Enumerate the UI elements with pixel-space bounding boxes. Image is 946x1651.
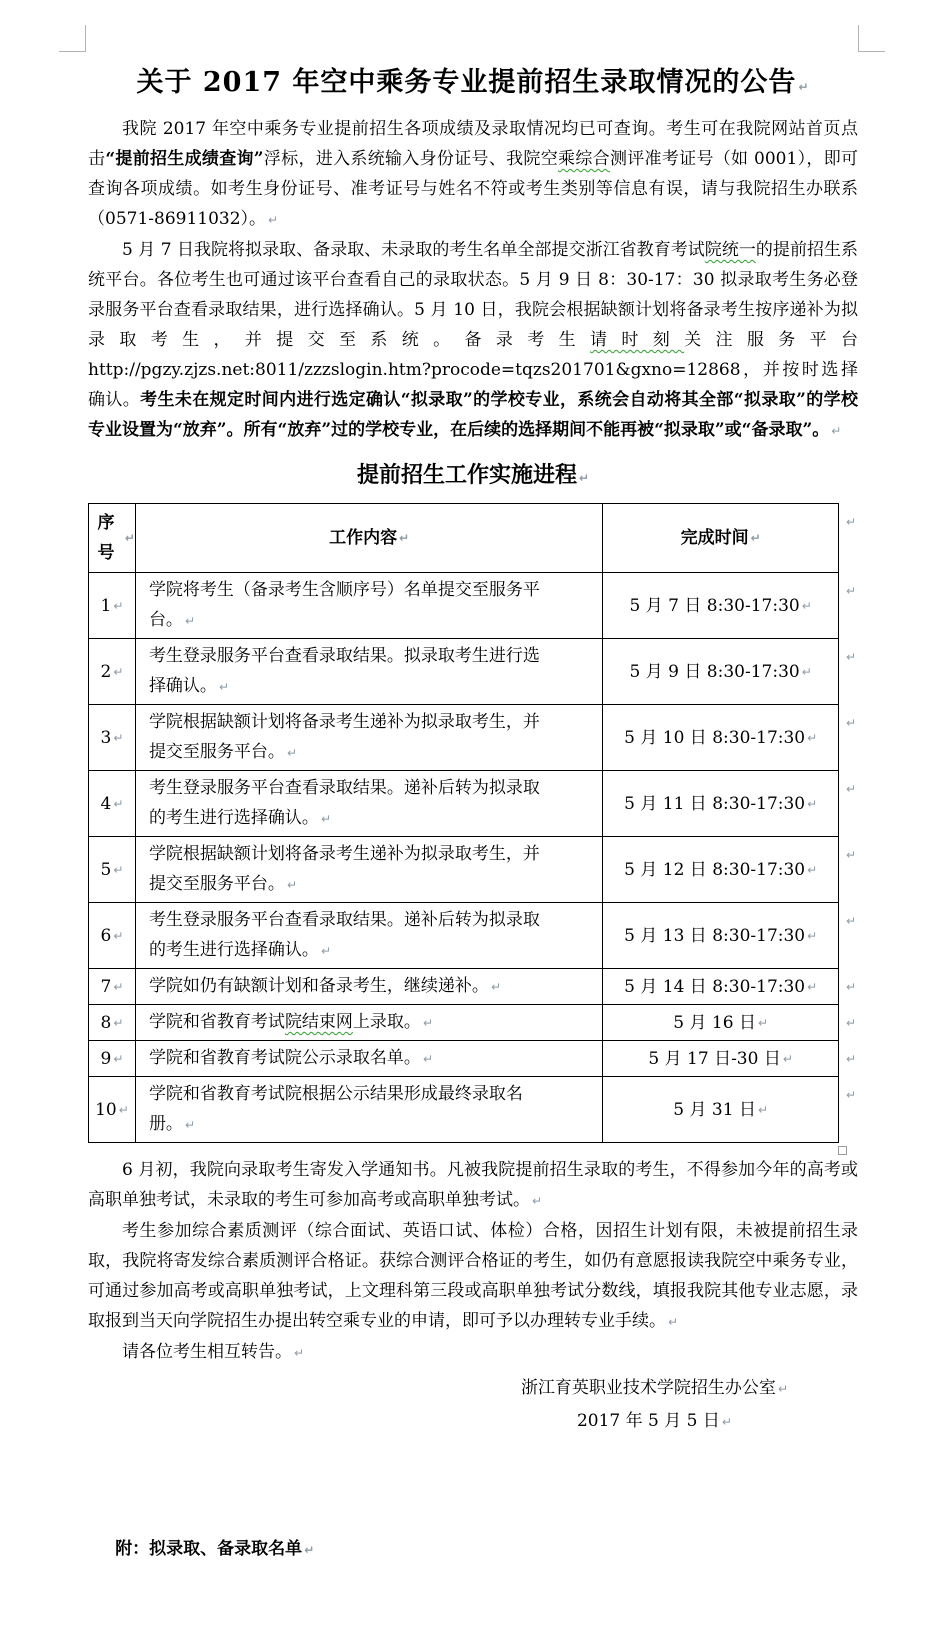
paragraph-text: 我院 2017 年空中乘务专业提前招生各项成绩及录取情况均已可查询。考生可在我院网站首页点击 xyxy=(88,119,858,169)
cell-time xyxy=(603,771,839,836)
cell-seq xyxy=(89,969,136,1004)
paragraph-text: 5 月 7 日我院将拟录取、备录取、未录取的考生名单全部提交浙江省教育考试 xyxy=(122,240,705,260)
row-end-mark-icon: ↵ xyxy=(845,1016,856,1030)
table-anchor-square xyxy=(838,1146,847,1155)
paragraph-mark-icon: ↵ xyxy=(124,531,135,545)
row-end-mark-icon: ↵ xyxy=(845,716,856,730)
time-text: 5 月 11 日 8:30-17:30 xyxy=(624,793,806,814)
paragraph-mark-icon: ↵ xyxy=(757,1015,769,1030)
document-content xyxy=(88,0,858,1565)
cell-seq xyxy=(89,705,136,770)
time-text: 5 月 13 日 8:30-17:30 xyxy=(624,925,806,946)
margin-corner-mark-top-left xyxy=(59,25,86,52)
paragraph-text: 测评准考证号（如 0001），即可查询各项成绩。如考生身份证号、准考证号与姓名不符或考生类别等信息有误，请与我院招生办联系（0571-86911032）。 xyxy=(88,149,859,229)
paragraph-mark-icon: ↵ xyxy=(320,812,331,826)
paragraph-mark-icon: ↵ xyxy=(113,979,124,994)
paragraph-text-with-url: 关注服务平台 http://pgzy.zjzs.net:8011/zzzslogin.htm?procode=tqzs201701&gxno=12868，并按时选择确认。 xyxy=(88,330,858,410)
page-title-text: 关于 2017 年空中乘务专业提前招生录取情况的公告 xyxy=(136,67,797,98)
paragraph-mark-icon: ↵ xyxy=(798,80,810,94)
cell-seq xyxy=(89,573,136,638)
time-text: 5 月 12 日 8:30-17:30 xyxy=(624,859,806,880)
paragraph-mark-icon: ↵ xyxy=(113,1051,124,1066)
cell-task xyxy=(136,771,603,836)
header-label: 序号 xyxy=(97,513,115,563)
paragraph-mark-icon: ↵ xyxy=(490,980,501,994)
paragraph-mark-icon: ↵ xyxy=(807,796,818,811)
paragraph-mark-icon: ↵ xyxy=(801,598,812,613)
paragraph-mark-icon: ↵ xyxy=(807,862,818,877)
row-end-mark-icon: ↵ xyxy=(845,1052,856,1066)
paragraph-text: 考生参加综合素质测评（综合面试、英语口试、体检）合格，因招生计划有限，未被提前招生录取，我院将寄发综合素质测评合格证。获综合测评合格证的考生，如仍有意愿报读我院空中乘务专业，可通过参加高考或高职单独考试，上文理科第三段或高职单独考试分数线，填报我院其他专业志愿，录取报到当天向学院招生办提出转空乘专业的申请，即可予以办理转专业手续。 xyxy=(88,1221,858,1331)
paragraph-mark-icon: ↵ xyxy=(268,213,279,227)
cell-time xyxy=(603,1005,839,1040)
cell-seq xyxy=(89,837,136,902)
row-end-mark-icon: ↵ xyxy=(845,782,856,796)
time-text: 5 月 9 日 8:30-17:30 xyxy=(629,661,800,682)
paragraph-mark-icon: ↵ xyxy=(304,1543,315,1557)
table-header-row xyxy=(89,504,856,573)
row-end-mark-icon: ↵ xyxy=(845,848,856,862)
paragraph-text: 浮标，进入系统输入身份证号、我院空 xyxy=(263,149,559,169)
paragraph-mark-icon: ↵ xyxy=(286,878,297,892)
table-row xyxy=(89,969,856,1005)
row-number: 4 xyxy=(100,793,112,814)
header-cell-time xyxy=(603,504,839,572)
cell-task xyxy=(136,837,603,902)
paragraph-notice-letter xyxy=(88,1155,858,1216)
task-text: 学院将考生（备录考生含顺序号）名单提交至服务平台。 xyxy=(148,580,540,630)
paragraph-mark-icon: ↵ xyxy=(294,1346,305,1360)
row-number: 6 xyxy=(100,925,112,946)
paragraph-mark-icon: ↵ xyxy=(113,664,124,679)
task-text: 学院和省教育考试院根据公示结果形成最终录取名册。 xyxy=(148,1084,523,1134)
table-row xyxy=(89,639,856,705)
cell-time xyxy=(603,573,839,638)
row-end-mark-icon: ↵ xyxy=(845,584,856,598)
table-row xyxy=(89,573,856,639)
paragraph-mark-icon: ↵ xyxy=(807,730,818,745)
signature-org xyxy=(521,1372,788,1405)
paragraph-mark-icon: ↵ xyxy=(750,531,761,545)
bold-query-link-text: “提前招生成绩查询” xyxy=(105,149,264,169)
paragraph-mark-icon: ↵ xyxy=(757,1102,769,1117)
paragraph-mark-icon: ↵ xyxy=(422,1052,433,1066)
header-label: 工作内容 xyxy=(329,528,398,548)
cell-time xyxy=(603,903,839,968)
paragraph-mark-icon: ↵ xyxy=(286,746,297,760)
paragraph-mark-icon: ↵ xyxy=(184,614,195,628)
paragraph-mark-icon: ↵ xyxy=(532,1194,543,1208)
paragraph-mark-icon: ↵ xyxy=(777,1382,788,1396)
page-title xyxy=(88,64,858,106)
paragraph-mark-icon: ↵ xyxy=(782,1051,793,1066)
time-text: 5 月 31 日 xyxy=(673,1099,756,1120)
table-heading xyxy=(88,458,858,495)
table-heading-text: 提前招生工作实施进程 xyxy=(356,462,577,488)
paragraph-text: 请各位考生相互转告。 xyxy=(122,1342,292,1362)
paragraph-mark-icon: ↵ xyxy=(113,1015,124,1030)
cell-task xyxy=(136,573,603,638)
bold-warning-text: 考生未在规定时间内进行选定确认“拟录取”的学校专业，系统会自动将其全部“拟录取”的学校专业设置为“放弃”。所有“放弃”过的学校专业，在后续的选择期间不能再被“拟录取”或“备录取”。 xyxy=(88,390,858,440)
signature-date xyxy=(521,1405,788,1438)
cell-task xyxy=(136,639,603,704)
attachment-note xyxy=(88,1534,858,1565)
time-text: 5 月 10 日 8:30-17:30 xyxy=(624,727,806,748)
task-text: 学院根据缺额计划将备录考生递补为拟录取考生，并提交至服务平台。 xyxy=(148,844,540,894)
cell-seq xyxy=(89,771,136,836)
table-row xyxy=(89,1077,856,1143)
table-row xyxy=(89,903,856,969)
task-text: 学院根据缺额计划将备录考生递补为拟录取考生，并提交至服务平台。 xyxy=(148,712,540,762)
row-number: 7 xyxy=(100,976,112,997)
schedule-table xyxy=(88,503,856,1143)
task-text: 考生登录服务平台查看录取结果。递补后转为拟录取的考生进行选择确认。 xyxy=(148,778,540,828)
paragraph-mark-icon: ↵ xyxy=(399,531,410,545)
paragraph-mark-icon: ↵ xyxy=(113,862,124,877)
cell-task xyxy=(136,705,603,770)
paragraph-query-info xyxy=(88,114,858,235)
paragraph-mark-icon: ↵ xyxy=(113,598,124,613)
cell-task xyxy=(136,903,603,968)
paragraph-text: 6 月初，我院向录取考生寄发入学通知书。凡被我院提前招生录取的考生，不得参加今年的高考或高职单独考试，未录取的考生可参加高考或高职单独考试。 xyxy=(88,1160,858,1210)
cell-seq xyxy=(89,1041,136,1076)
cell-task xyxy=(136,1005,603,1040)
time-text: 5 月 14 日 8:30-17:30 xyxy=(624,976,806,997)
cell-seq xyxy=(89,1077,136,1142)
paragraph-mark-icon: ↵ xyxy=(807,979,818,994)
signature-block xyxy=(521,1372,788,1438)
time-text: 5 月 7 日 8:30-17:30 xyxy=(629,595,800,616)
paragraph-mark-icon: ↵ xyxy=(118,1102,129,1117)
paragraph-platform-info xyxy=(88,235,858,446)
row-end-mark-icon: ↵ xyxy=(845,914,856,928)
spellcheck-underlined-text: 院统一 xyxy=(704,240,756,260)
paragraph-mark-icon: ↵ xyxy=(831,424,842,438)
row-number: 2 xyxy=(100,661,112,682)
cell-seq xyxy=(89,639,136,704)
cell-seq xyxy=(89,903,136,968)
margin-corner-mark-top-right xyxy=(858,25,885,52)
table-row xyxy=(89,771,856,837)
row-number: 3 xyxy=(100,727,112,748)
paragraph-mark-icon: ↵ xyxy=(320,944,331,958)
table-row xyxy=(89,705,856,771)
table-row xyxy=(89,1041,856,1077)
row-end-mark-icon: ↵ xyxy=(845,1088,856,1102)
task-text: 学院和省教育考试 xyxy=(148,1012,285,1032)
task-text: 学院如仍有缺额计划和备录考生，继续递补。 xyxy=(148,976,489,996)
header-cell-seq xyxy=(89,504,136,572)
attachment-text: 附：拟录取、备录取名单 xyxy=(115,1539,303,1559)
paragraph-mark-icon: ↵ xyxy=(668,1315,679,1329)
paragraph-mark-icon: ↵ xyxy=(113,928,124,943)
cell-time xyxy=(603,639,839,704)
paragraph-mark-icon: ↵ xyxy=(218,680,229,694)
cell-time xyxy=(603,837,839,902)
row-end-mark-icon: ↵ xyxy=(845,515,856,529)
cell-seq xyxy=(89,1005,136,1040)
paragraph-mark-icon: ↵ xyxy=(807,928,818,943)
spellcheck-underlined-text: 请时刻 xyxy=(590,330,685,350)
paragraph-text: 的提前招生系统平台。各位考生也可通过该平台查看自己的录取状态。5 月 9 日 8：30-17：30 拟录取考生务必登录服务平台查看录取结果，进行选择确认。5 月 10 日，我院会根据缺额计划将备录考生按序递补为拟录取考生，并提交至系统。备录考生 xyxy=(88,240,859,350)
paragraph-mark-icon: ↵ xyxy=(113,796,124,811)
row-number: 5 xyxy=(100,859,112,880)
row-number: 10 xyxy=(95,1099,117,1120)
time-text: 5 月 16 日 xyxy=(673,1012,756,1033)
cell-time xyxy=(603,1077,839,1142)
paragraph-certificate-transfer xyxy=(88,1216,858,1337)
table-row xyxy=(89,1005,856,1041)
paragraph-mark-icon: ↵ xyxy=(721,1415,732,1429)
paragraph-mark-icon: ↵ xyxy=(184,1118,195,1132)
task-text: 学院和省教育考试院公示录取名单。 xyxy=(148,1048,421,1068)
row-number: 1 xyxy=(100,595,112,616)
paragraph-mark-icon: ↵ xyxy=(801,664,812,679)
spellcheck-underlined-text: 院结束网 xyxy=(284,1012,353,1032)
paragraph-mark-icon: ↵ xyxy=(578,471,590,485)
task-text: 考生登录服务平台查看录取结果。递补后转为拟录取的考生进行选择确认。 xyxy=(148,910,540,960)
paragraph-notify-each-other xyxy=(88,1337,858,1368)
cell-time xyxy=(603,969,839,1004)
cell-task xyxy=(136,1077,603,1142)
signature-org-text: 浙江育英职业技术学院招生办公室 xyxy=(520,1378,776,1398)
time-text: 5 月 17 日-30 日 xyxy=(648,1048,781,1069)
cell-task xyxy=(136,969,603,1004)
task-text: 考生登录服务平台查看录取结果。拟录取考生进行选择确认。 xyxy=(148,646,540,696)
header-cell-task xyxy=(136,504,603,572)
cell-task xyxy=(136,1041,603,1076)
paragraph-mark-icon: ↵ xyxy=(113,730,124,745)
paragraph-mark-icon: ↵ xyxy=(422,1016,433,1030)
cell-time xyxy=(603,705,839,770)
row-end-mark-icon: ↵ xyxy=(845,650,856,664)
row-number: 9 xyxy=(100,1048,112,1069)
cell-time xyxy=(603,1041,839,1076)
task-text: 上录取。 xyxy=(352,1012,421,1032)
row-number: 8 xyxy=(100,1012,112,1033)
table-row xyxy=(89,837,856,903)
row-end-mark-icon: ↵ xyxy=(845,980,856,994)
header-label: 完成时间 xyxy=(680,528,749,548)
signature-date-text: 2017 年 5 月 5 日 xyxy=(576,1411,720,1431)
spellcheck-underlined-text: 乘综合 xyxy=(558,149,610,169)
